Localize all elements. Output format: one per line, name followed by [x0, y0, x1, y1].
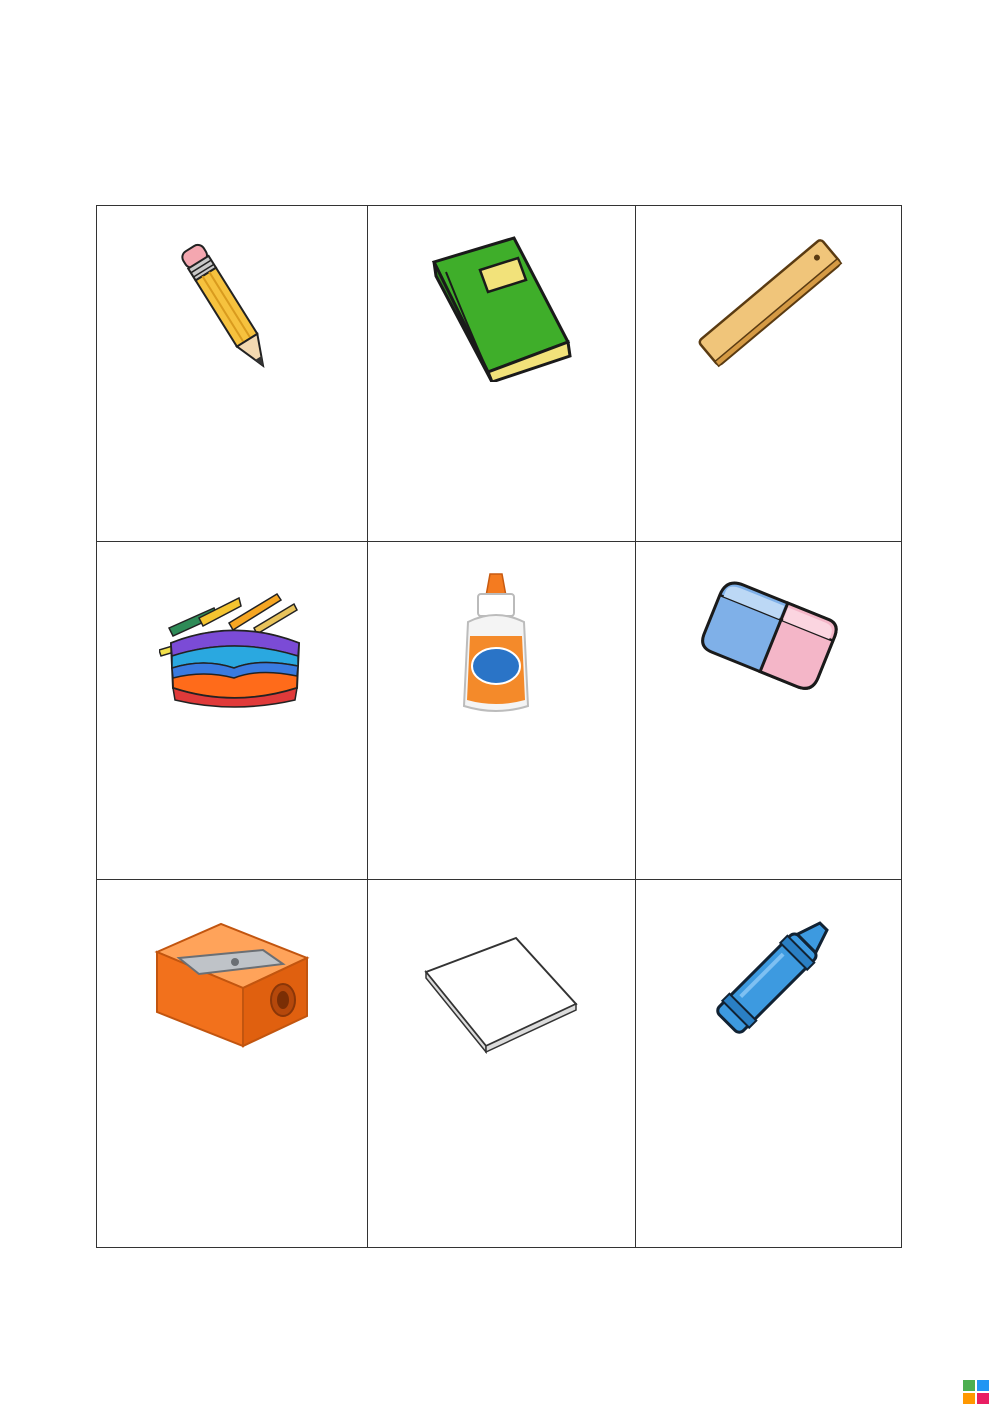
question-card [97, 880, 367, 1247]
question-card [636, 880, 901, 1247]
question-card [368, 206, 635, 541]
balloon-border-bottom [40, 1328, 958, 1362]
question-card [97, 206, 367, 541]
question-card [636, 542, 901, 879]
pencil-case-icon [159, 588, 309, 708]
notebook-icon [420, 928, 580, 1058]
lw-logo-icon [963, 1380, 989, 1404]
question-card [636, 206, 901, 541]
question-card [368, 880, 635, 1247]
balloon-border-top [40, 36, 958, 70]
balloon-border-left [38, 36, 72, 1362]
eraser-icon [698, 576, 838, 696]
ruler-icon [696, 234, 846, 374]
question-card [97, 542, 367, 879]
glue-bottle-icon [446, 572, 546, 717]
balloon-border-right [924, 36, 958, 1362]
crayon-icon [694, 906, 844, 1056]
question-card [368, 542, 635, 879]
book-icon [426, 232, 576, 382]
liveworksheets-logo[interactable] [963, 1377, 992, 1407]
sharpener-icon [151, 914, 311, 1054]
pencil-icon [167, 236, 287, 381]
